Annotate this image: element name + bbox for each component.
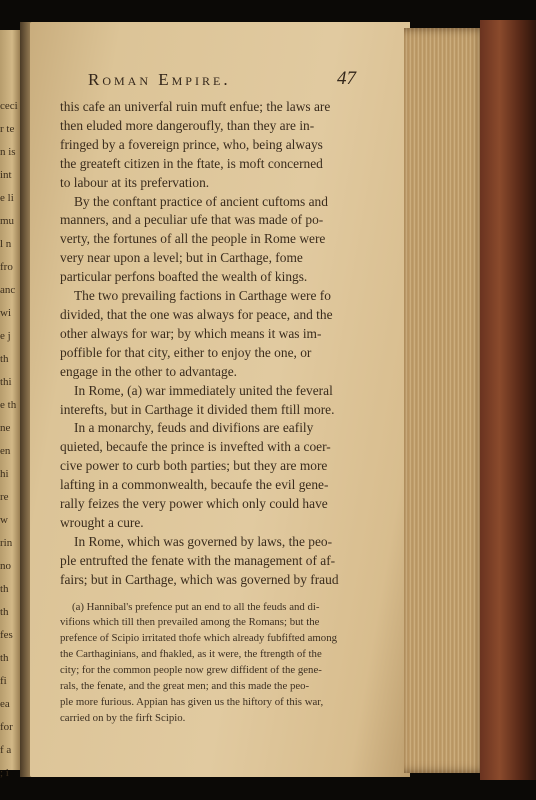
- facing-page-fragment: thi: [0, 376, 12, 388]
- body-line: In Rome, which was governed by laws, the peo-: [74, 533, 333, 549]
- body-text: [60, 98, 356, 590]
- facing-page-fragment: fes: [0, 629, 13, 641]
- facing-page-fragment: re: [0, 491, 9, 503]
- facing-page-fragment: en: [0, 445, 11, 457]
- facing-page-fragment: th: [0, 652, 9, 664]
- facing-page-fragment: ea: [0, 698, 10, 710]
- page-number: 47: [337, 68, 356, 89]
- body-line: fringed by a fovereign prince, who, being always: [60, 136, 323, 152]
- facing-page-fragment: mu: [0, 215, 15, 227]
- body-line: then eluded more dangeroufly, than they are in-: [60, 117, 315, 133]
- body-line: the greateft citizen in the ftate, is moft concerned: [60, 155, 323, 171]
- body-line: other always for war; by which means it was im-: [60, 325, 322, 341]
- facing-page-fragment: e li: [0, 192, 14, 204]
- facing-page-fragment: w: [0, 514, 8, 526]
- body-line: divided, that the one was always for peace, and the: [60, 306, 333, 322]
- body-line: rally feizes the very power which only could have: [60, 496, 328, 512]
- footnote-line: city; for the common people now grew diffident of the gene-: [60, 664, 322, 677]
- facing-page-fragment: rin: [0, 537, 13, 549]
- body-line: wrought a cure.: [60, 514, 144, 530]
- body-line: ple entrufted the fenate with the management of af-: [60, 552, 336, 568]
- facing-page-fragment: e th: [0, 399, 17, 411]
- facing-page-fragment: ceci: [0, 100, 18, 112]
- footnote-line: the Carthaginians, and fhakled, as it were, the ftrength of the: [60, 648, 322, 661]
- body-line: fairs; but in Carthage, which was governed by fraud: [60, 571, 339, 587]
- footnote-line: ple more furious. Appian has given us the hiftory of this war,: [60, 696, 324, 708]
- footnote: [60, 600, 356, 727]
- facing-page-fragment: l n: [0, 238, 12, 250]
- facing-page-fragment: th: [0, 606, 9, 618]
- footnote-line: carried on by the firft Scipio.: [60, 711, 186, 724]
- facing-page-edge: [0, 30, 22, 779]
- facing-page-fragment: fi: [0, 675, 7, 687]
- footnote-line: prefence of Scipio irritated thofe which already fubfifted among: [60, 632, 338, 645]
- body-line: In a monarchy, feuds and divifions are eafily: [74, 420, 314, 436]
- facing-page-fragment: wi: [0, 307, 11, 319]
- facing-page-fragment: no: [0, 560, 11, 572]
- running-head-title: Roman Empire.: [88, 70, 231, 89]
- running-head: [60, 70, 356, 96]
- facing-page-fragment: f a: [0, 744, 12, 756]
- facing-page-fragment: th: [0, 353, 9, 365]
- leather-cover: [480, 20, 536, 780]
- facing-page-fragment: fro: [0, 261, 13, 273]
- body-line: cive power to curb both parties; but they are more: [60, 458, 328, 474]
- facing-page-fragment: anc: [0, 284, 16, 296]
- page-block-edge: [404, 28, 488, 773]
- facing-page-fragment: ; i: [0, 767, 9, 779]
- facing-page-fragment: for: [0, 721, 13, 733]
- body-line: lafting in a commonwealth, becaufe the evil gene-: [60, 477, 329, 493]
- footnote-line: vifions which till then prevailed among the Romans; but the: [60, 616, 320, 629]
- body-line: verty, the fortunes of all the people in Rome were: [60, 231, 326, 247]
- footnote-line: (a) Hannibal's prefence put an end to all the feuds and di-: [72, 600, 320, 613]
- page-text: [60, 70, 356, 727]
- facing-page-fragment: ne: [0, 422, 11, 434]
- facing-page-fragment: n is: [0, 146, 16, 158]
- facing-page-fragment: int: [0, 169, 12, 181]
- facing-page-fragment: e j: [0, 330, 11, 342]
- body-line: The two prevailing factions in Carthage were fo: [74, 288, 331, 304]
- body-line: very near upon a level; but in Carthage, fome: [60, 250, 303, 266]
- body-line: this cafe an univerfal ruin muft enfue; the laws are: [60, 99, 331, 114]
- body-line: poffible for that city, either to enjoy the one, or: [60, 344, 312, 360]
- body-line: manners, and a peculiar ufe that was made of po-: [60, 212, 324, 228]
- facing-page-fragment: th: [0, 583, 9, 595]
- body-line: By the conftant practice of ancient cuftoms and: [74, 193, 328, 209]
- body-line: particular perfons boafted the wealth of kings.: [60, 269, 308, 285]
- body-line: quieted, becaufe the prince is invefted with a coer-: [60, 439, 331, 455]
- body-line: engage in the other to advantage.: [60, 363, 237, 379]
- footnote-line: rals, the fenate, and the great men; and this made the peo-: [60, 680, 310, 693]
- body-line: interefts, but in Carthage it divided them ftill more.: [60, 401, 335, 417]
- facing-page-fragment: hi: [0, 468, 9, 480]
- facing-page-fragment: r te: [0, 123, 15, 135]
- body-line: to labour at its prefervation.: [60, 174, 210, 190]
- body-line: In Rome, (a) war immediately united the feveral: [74, 382, 333, 398]
